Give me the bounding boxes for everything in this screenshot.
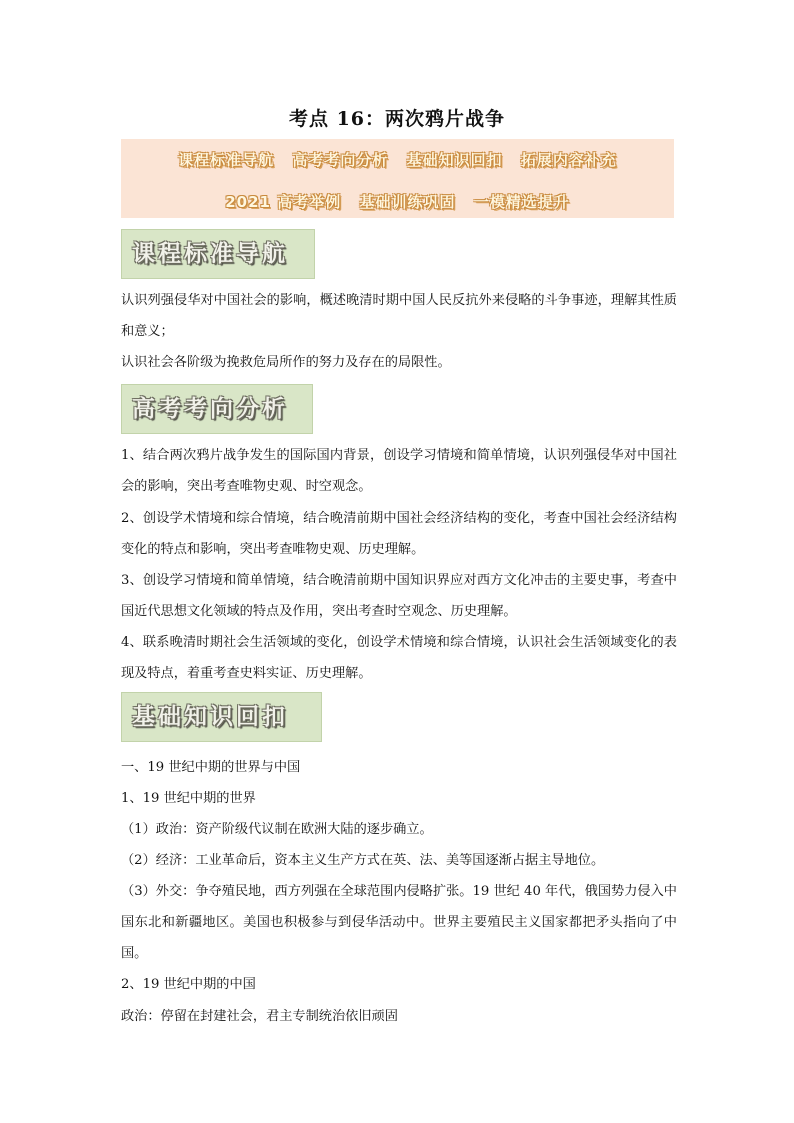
section-nav-box [121, 139, 674, 218]
standard-paragraph-2: 认识社会各阶级为挽救危局所作的努力及存在的局限性。 [121, 355, 451, 370]
nav-row-1 [121, 149, 674, 170]
page-title: 考点 16：两次鸦片战争 [288, 108, 506, 130]
nav-item-mock-selection[interactable]: 一模精选提升 [473, 193, 570, 211]
analysis-item-1: 1、结合两次鸦片战争发生的国际国内背景，创设学习情境和简单情境，认识列强侵华对中国社会的影响，突出考查唯物史观、时空观念。 [121, 448, 677, 494]
nav-item-2021-examples[interactable]: 2021 高考举例 [225, 193, 342, 211]
nav-row-2 [121, 191, 674, 212]
basics-line-3: （1）政治：资产阶级代议制在欧洲大陆的逐步确立。 [121, 822, 433, 837]
nav-item-analysis[interactable]: 高考考向分析 [292, 151, 389, 169]
nav-item-basic-training[interactable]: 基础训练巩固 [359, 193, 456, 211]
nav-item-extension[interactable]: 拓展内容补充 [520, 151, 617, 169]
section-heading-analysis: 高考考向分析 [121, 384, 313, 434]
basics-line-2: 1、19 世纪中期的世界 [121, 791, 256, 806]
basics-line-6: 2、19 世纪中期的中国 [121, 977, 256, 992]
analysis-item-3: 3、创设学习情境和简单情境，结合晚清前期中国知识界应对西方文化冲击的主要史事，考查中国近代思想文化领域的特点及作用，突出考查时空观念、历史理解。 [121, 573, 677, 619]
section-heading-basics: 基础知识回扣 [121, 692, 322, 742]
analysis-item-2: 2、创设学术情境和综合情境，结合晚清前期中国社会经济结构的变化，考查中国社会经济结构变化的特点和影响，突出考查唯物史观、历史理解。 [121, 511, 677, 557]
standard-paragraph-1: 认识列强侵华对中国社会的影响，概述晚清时期中国人民反抗外来侵略的斗争事迹，理解其性质和意义； [121, 293, 677, 339]
analysis-item-4: 4、联系晚清时期社会生活领域的变化，创设学术情境和综合情境，认识社会生活领域变化的表现及特点，着重考查史料实证、历史理解。 [121, 635, 677, 681]
nav-item-basics[interactable]: 基础知识回扣 [406, 151, 503, 169]
basics-line-7: 政治：停留在封建社会，君主专制统治依旧顽固 [121, 1009, 398, 1024]
basics-line-5: （3）外交：争夺殖民地，西方列强在全球范围内侵略扩张。19 世纪 40 年代，俄国势力侵入中国东北和新疆地区。美国也积极参与到侵华活动中。世界主要殖民主义国家都把矛头指向了中国。 [121, 884, 677, 961]
section-heading-standard: 课程标准导航 [121, 229, 315, 279]
basics-line-1: 一、19 世纪中期的世界与中国 [121, 760, 301, 775]
basics-line-4: （2）经济：工业革命后，资本主义生产方式在英、法、美等国逐渐占据主导地位。 [121, 853, 605, 868]
nav-item-standard[interactable]: 课程标准导航 [178, 151, 275, 169]
